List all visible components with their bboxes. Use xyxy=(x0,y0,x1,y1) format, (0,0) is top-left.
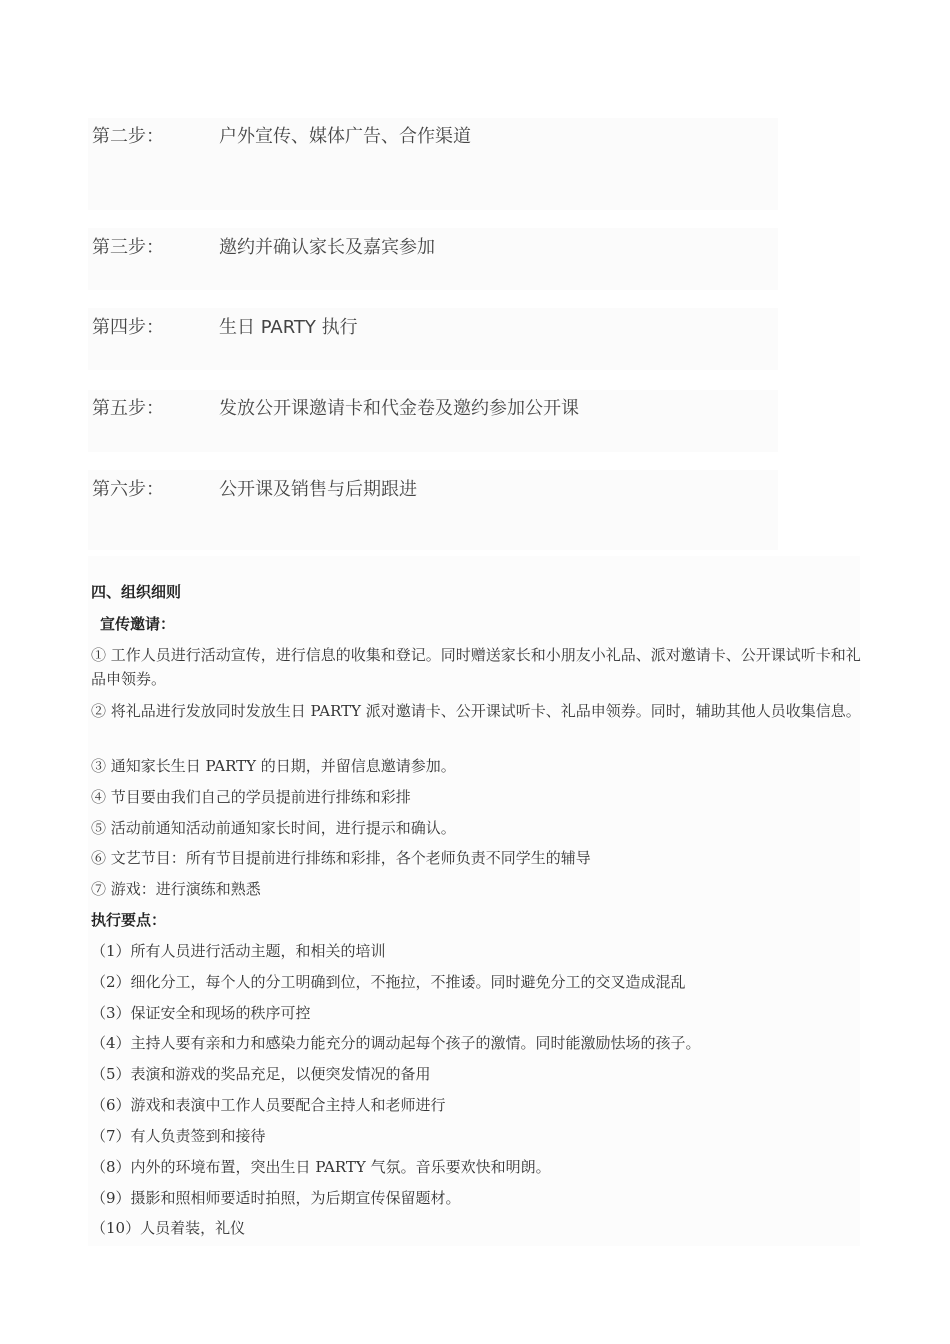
step-label: 第六步： xyxy=(92,479,164,500)
step-label: 第五步： xyxy=(92,398,164,419)
step-row-bg xyxy=(88,308,778,370)
exec-item: （9）摄影和照相师要适时拍照，为后期宣传保留题材。 xyxy=(91,1189,461,1207)
exec-item: （4）主持人要有亲和力和感染力能充分的调动起每个孩子的激情。同时能激励怯场的孩子。 xyxy=(91,1034,701,1052)
invite-heading: 宣传邀请： xyxy=(100,615,176,633)
invite-item: ③ 通知家长生日 PARTY 的日期，并留信息邀请参加。 xyxy=(91,757,456,775)
step-label: 第四步： xyxy=(92,317,164,338)
invite-item: ① 工作人员进行活动宣传，进行信息的收集和登记。同时赠送家长和小朋友小礼品、派对邀请卡、公开课试听卡和礼品申领券。 xyxy=(91,646,861,688)
step-text: 邀约并确认家长及嘉宾参加 xyxy=(219,237,435,258)
step-label: 第三步： xyxy=(92,237,164,258)
step-text: 生日 PARTY 执行 xyxy=(219,317,358,338)
exec-item: （1）所有人员进行活动主题，和相关的培训 xyxy=(91,942,386,960)
invite-item: ④ 节目要由我们自己的学员提前进行排练和彩排 xyxy=(91,788,411,806)
exec-heading: 执行要点： xyxy=(91,911,167,929)
exec-item: （10）人员着装，礼仪 xyxy=(91,1219,246,1237)
step-label: 第二步： xyxy=(92,126,164,147)
invite-item: ⑥ 文艺节目：所有节目提前进行排练和彩排，各个老师负责不同学生的辅导 xyxy=(91,849,591,867)
exec-item: （6）游戏和表演中工作人员要配合主持人和老师进行 xyxy=(91,1096,446,1114)
exec-item: （2）细化分工，每个人的分工明确到位，不拖拉，不推诿。同时避免分工的交叉造成混乱 xyxy=(91,973,686,991)
exec-item: （8）内外的环境布置，突出生日 PARTY 气氛。音乐要欢快和明朗。 xyxy=(91,1158,551,1176)
invite-item: ⑦ 游戏：进行演练和熟悉 xyxy=(91,880,261,898)
step-text: 公开课及销售与后期跟进 xyxy=(219,479,417,500)
invite-item: ② 将礼品进行发放同时发放生日 PARTY 派对邀请卡、公开课试听卡、礼品申领券。同时，辅助其他人员收集信息。 xyxy=(91,702,861,720)
exec-item: （5）表演和游戏的奖品充足，以便突发情况的备用 xyxy=(91,1065,431,1083)
step-text: 户外宣传、媒体广告、合作渠道 xyxy=(219,126,471,147)
step-row-bg xyxy=(88,470,778,550)
step-text: 发放公开课邀请卡和代金卷及邀约参加公开课 xyxy=(219,398,579,419)
section-title: 四、组织细则 xyxy=(91,583,182,601)
exec-item: （7）有人负责签到和接待 xyxy=(91,1127,266,1145)
invite-item: ⑤ 活动前通知活动前通知家长时间，进行提示和确认。 xyxy=(91,819,456,837)
exec-item: （3）保证安全和现场的秩序可控 xyxy=(91,1004,311,1022)
